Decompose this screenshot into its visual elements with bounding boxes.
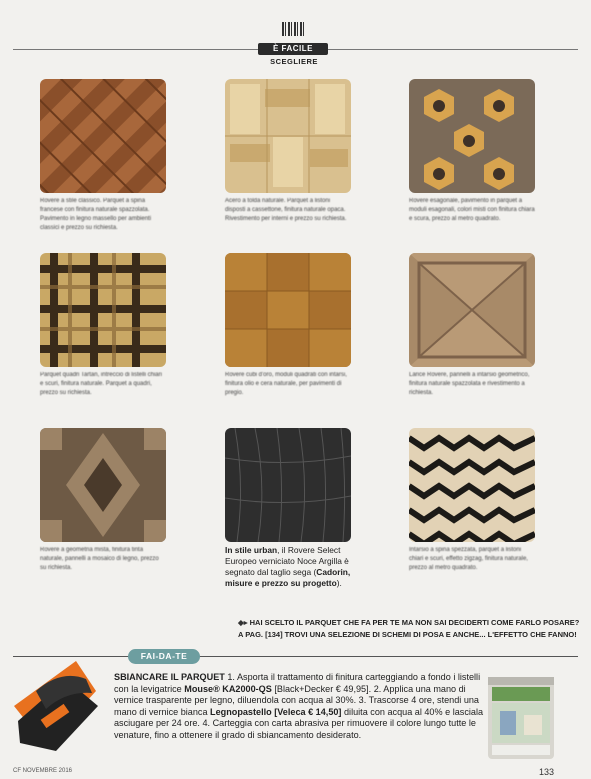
faidate-price-2: [Veleca € 14,50]	[271, 706, 342, 717]
footer-issue: CF NOVEMBRE 2016	[13, 768, 73, 774]
faidate-text-1: 1. Asporta il trattamento di finitura carteggiando a fondo i listelli con la levigatrice	[114, 672, 481, 694]
tile-caption-7: Rovere a geometria mista, finitura tinta naturale, pannelli a mosaico di legno, prezzo su richiesta.	[40, 547, 159, 571]
faidate-price-1: [Black+Decker € 49,95]	[271, 683, 369, 694]
section-subtitle: SCEGLIERE	[270, 57, 318, 66]
faidate-text-3: diluita con acqua al 40% e lasciala asciugare per 24 ore. 4. Carteggia con carta abrasiva per rimuovere il colore lungo tutte le venature, fino a ottenere il grado di sbiancamento desiderato.	[114, 706, 484, 740]
faidate-pill: FAI-DA-TE	[128, 649, 200, 664]
faidate-title: SBIANCARE IL PARQUET	[114, 672, 225, 682]
tile-caption-4: Parquet quadri Tartan, intreccio di listelli chiari e scuri, finitura naturale. Parquet a quadri, prezzo su richiesta.	[40, 372, 162, 396]
page-number: 133	[539, 767, 555, 777]
tile-caption-6: Larice Rovere, pannelli a intarsio geometrico, finitura naturale spazzolata e rivestimento a richiesta.	[409, 372, 530, 396]
tile-caption-9: Intarsio a spina spezzata, parquet a listoni chiari e scuri, effetto zigzag, finitura naturale, prezzo al metro quadrato.	[409, 547, 528, 571]
caption-end: ).	[336, 578, 342, 588]
faidate-product-1: Mouse® KA2000-QS	[184, 683, 272, 694]
page-header	[0, 0, 591, 70]
parquet-tile-hexagon	[409, 79, 535, 193]
arrow-icon: ◆▸	[238, 618, 250, 627]
parquet-tile-tartan	[40, 253, 166, 367]
faidate-text-2: . 2. Applica una mano di vernice trasparente per legno, diluendola con acqua al 30%. 3. Trascorse 4 ore, stendi una mano di vernice bianca	[114, 683, 479, 717]
tile-caption-1: Rovere a stile classico. Parquet a spina francese con finitura naturale spazzolata. Pavimento in legno massello per ambienti classici e prezzo su richiesta.	[40, 198, 152, 231]
parquet-tile-golden-squares	[225, 253, 351, 367]
parquet-tile-zigzag	[409, 428, 535, 542]
parquet-tile-light-basket	[225, 79, 351, 193]
faidate-body	[114, 672, 486, 742]
parquet-tile-urban-dark	[225, 428, 351, 542]
faidate-product-2: Legnopastello	[210, 706, 272, 717]
parquet-tile-geometric-mix	[40, 428, 166, 542]
cta-line-1: ◆▸ HAI SCELTO IL PARQUET CHE FA PER TE MA NON SAI DECIDERTI COME FARLO POSARE?	[238, 618, 580, 627]
caption-brand: Cadorin, misure e prezzo su progetto	[225, 567, 351, 588]
tile-caption-3: Rovere esagonale, pavimento in parquet a moduli esagonali, colori misti con finitura chiara e scura, prezzo al metro quadrato.	[409, 198, 535, 222]
cross-reference-note	[238, 617, 584, 641]
tile-caption-2: Acero a tolda naturale. Parquet a listoni disposti a cassettone, finitura naturale opaca. Rivestimento per interni e prezzo su richiesta.	[225, 198, 347, 222]
caption-bold: In stile urban	[225, 545, 278, 555]
section-pill: È FACILE	[258, 43, 328, 55]
barcode-icon	[282, 22, 304, 36]
paint-can-image	[486, 673, 556, 761]
parquet-tile-inlay	[409, 253, 535, 367]
cta-line-2: A PAG. [134] TROVI UNA SELEZIONE DI SCHEMI DI POSA E ANCHE... L'EFFETTO CHE FANNO!	[238, 630, 577, 639]
tile-caption-5: Rovere cubi d'oro, moduli quadrati con intarsi, finitura olio e cera naturale, per pavimenti di pregio.	[225, 372, 347, 396]
tile-caption-8	[225, 545, 360, 589]
parquet-tile-herringbone	[40, 79, 166, 193]
sander-image	[6, 651, 106, 761]
caption-text: , il Rovere Select Europeo verniciato Noce Argilla è segnato dal taglio sega (	[225, 545, 349, 577]
